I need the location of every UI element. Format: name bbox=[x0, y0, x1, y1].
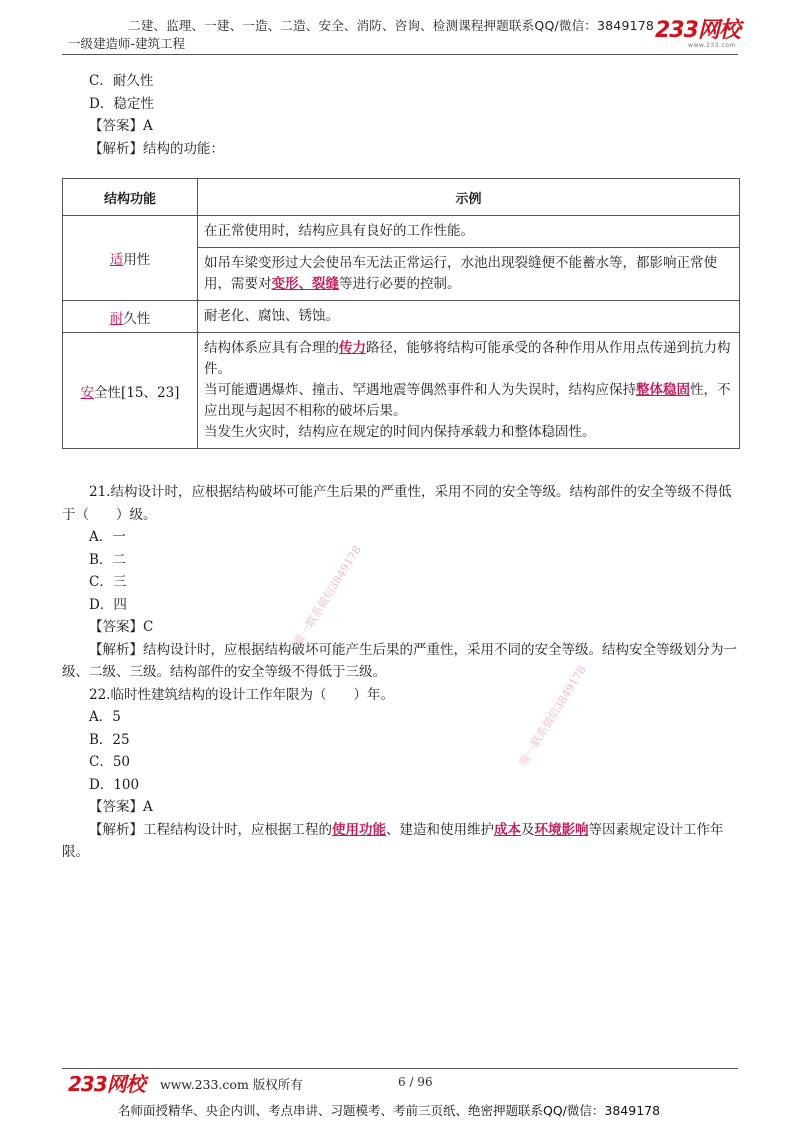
header-divider bbox=[62, 54, 738, 55]
key-term: 整体稳固 bbox=[636, 382, 690, 398]
option-c: C．耐久性 bbox=[89, 73, 154, 89]
example-text: 当可能遭遇爆炸、撞击、罕遇地震等偶然事件和人为失误时，结构应保持 bbox=[204, 382, 636, 398]
key-term: 环境影响 bbox=[534, 821, 589, 838]
answer-value: C bbox=[143, 619, 154, 635]
key-term: 使用功能 bbox=[332, 821, 386, 838]
brand-logo-subtext: www.233.com bbox=[688, 42, 736, 49]
function-name-rest: 久性 bbox=[123, 310, 151, 327]
q21-option-c: C．三 bbox=[89, 574, 127, 590]
footer-copyright: www.233.com 版权所有 bbox=[160, 1077, 303, 1092]
example-text: 性，不应出现与起因不相称的破坏后果。 bbox=[204, 382, 731, 419]
answer-label: 【答案】 bbox=[89, 619, 143, 635]
answer-label: 【答案】 bbox=[89, 118, 143, 134]
q22-option-a: A．5 bbox=[89, 709, 121, 725]
header-course-title: 一级建造师-建筑工程 bbox=[68, 36, 186, 51]
example-text: 结构体系应具有合理的 bbox=[204, 340, 339, 356]
table-header-row bbox=[63, 179, 740, 216]
example-cell bbox=[198, 248, 740, 301]
key-term: 变形、裂缝 bbox=[271, 276, 339, 292]
page-number: 6 / 96 bbox=[398, 1075, 433, 1089]
example-paragraph: 当发生火灾时，结构应在规定的时间内保持承载力和整体稳固性。 bbox=[204, 424, 596, 440]
answer-line bbox=[62, 115, 742, 138]
q22-option-d: D．100 bbox=[89, 776, 140, 793]
footer-divider bbox=[62, 1068, 738, 1069]
question-22-stem: 22.临时性建筑结构的设计工作年限为（ ）年。 bbox=[89, 686, 394, 703]
key-term: 传力 bbox=[339, 340, 366, 356]
example-text: 路径，能够将结构可能承受的各种作用从作用点传递到抗力构件。 bbox=[204, 340, 731, 377]
example-cell: 在正常使用时，结构应具有良好的工作性能。 bbox=[198, 216, 740, 248]
example-paragraph bbox=[204, 380, 733, 422]
q21-option-a: A．一 bbox=[89, 529, 126, 545]
example-cell bbox=[198, 333, 740, 449]
analysis-text: 结构的功能： bbox=[143, 140, 224, 157]
q21-option-d: D．四 bbox=[89, 596, 127, 613]
analysis-label: 【解析】 bbox=[89, 140, 143, 157]
function-mark: 适 bbox=[109, 252, 124, 268]
answer-value: A bbox=[143, 799, 153, 815]
intro-block bbox=[62, 70, 742, 160]
analysis-label: 【解析】 bbox=[89, 821, 143, 838]
q21-option-b: B．二 bbox=[89, 551, 126, 568]
table-row bbox=[63, 333, 740, 449]
table-row bbox=[63, 216, 740, 248]
analysis-text: 、建造和使用维护 bbox=[386, 821, 494, 838]
function-durability bbox=[63, 301, 198, 333]
key-term: 成本 bbox=[494, 821, 521, 838]
watermark-text: 唯一联系微信3849178 bbox=[291, 543, 364, 648]
footer-promo: 名师面授精华、央企内训、考点串讲、习题模考、考前三页纸、绝密押题联系QQ/微信：3849178 bbox=[118, 1103, 661, 1118]
questions-block bbox=[62, 481, 742, 864]
analysis-line bbox=[62, 138, 742, 161]
q22-analysis bbox=[62, 819, 742, 864]
table-row bbox=[63, 301, 740, 333]
q22-option-c: C．50 bbox=[89, 754, 131, 770]
analysis-text: 工程结构设计时，应根据工程的 bbox=[143, 821, 332, 838]
analysis-text: 结构设计时，应根据结构破坏可能产生后果的严重性，采用不同的安全等级。结构安全等级划分为一级、二级、三级。结构部件的安全等级不得低于三级。 bbox=[62, 641, 737, 680]
watermark-text: 唯一联系微信3849178 bbox=[516, 663, 589, 768]
q22-answer-line bbox=[62, 796, 742, 819]
header-promo: 二建、监理、一建、一造、二造、安全、消防、咨询、检测课程押题联系QQ/微信：3849178 bbox=[128, 18, 655, 33]
function-mark: 安 bbox=[80, 384, 95, 401]
function-mark: 耐 bbox=[109, 310, 124, 327]
function-applicability bbox=[63, 216, 198, 301]
q21-answer-line bbox=[62, 616, 742, 639]
example-cell: 耐老化、腐蚀、锈蚀。 bbox=[198, 301, 740, 333]
analysis-text: 等因素规定设计工作年限。 bbox=[62, 821, 724, 860]
header-cell-function: 结构功能 bbox=[63, 179, 198, 216]
question-21-stem: 21.结构设计时，应根据结构破坏可能产生后果的严重性，采用不同的安全等级。结构部件的安全等级不得低于（ ）级。 bbox=[62, 484, 732, 523]
analysis-label: 【解析】 bbox=[89, 641, 143, 658]
example-text: 等进行必要的控制。 bbox=[339, 276, 461, 292]
option-d: D．稳定性 bbox=[89, 95, 154, 112]
function-safety bbox=[63, 333, 198, 449]
header-cell-example: 示例 bbox=[198, 179, 740, 216]
example-text: 如吊车梁变形过大会使吊车无法正常运行，水池出现裂缝便不能蓄水等，都影响正常使用，需要对 bbox=[204, 255, 717, 292]
footer-logo: 233网校 bbox=[68, 1072, 145, 1096]
example-paragraph bbox=[204, 338, 733, 380]
q22-option-b: B．25 bbox=[89, 731, 130, 748]
q21-analysis bbox=[62, 639, 742, 684]
analysis-text: 及 bbox=[521, 821, 535, 838]
answer-label: 【答案】 bbox=[89, 799, 143, 815]
brand-logo: 233网校 bbox=[655, 18, 740, 43]
function-name-rest: 全性[15、23] bbox=[94, 384, 180, 401]
answer-value: A bbox=[143, 118, 153, 134]
structure-function-table bbox=[62, 178, 740, 449]
function-name-rest: 用性 bbox=[123, 252, 151, 268]
